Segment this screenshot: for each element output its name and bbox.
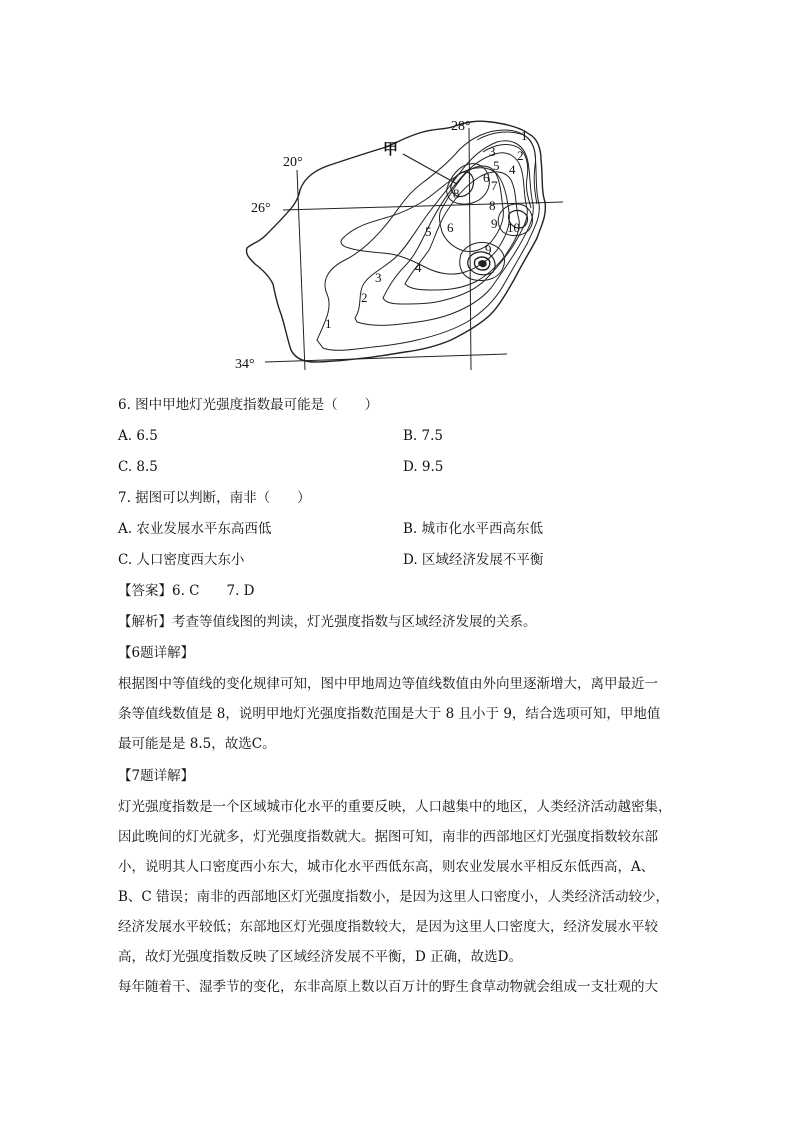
detail6-body bbox=[118, 669, 678, 759]
detail7-row: 高，故灯光强度指数反映了区域经济发展不平衡，D 正确，故选D。 bbox=[118, 949, 522, 965]
label-lat34: 34° bbox=[235, 357, 255, 372]
contour-num: 2 bbox=[361, 290, 368, 305]
contour-num: 8 bbox=[489, 198, 496, 213]
detail7-heading: 【7题详解】 bbox=[118, 768, 195, 784]
contour-num: 2 bbox=[517, 148, 524, 163]
detail7-body bbox=[118, 792, 678, 1002]
q6-option-c: C. 8.5 bbox=[118, 459, 158, 475]
contour-num: 6 bbox=[483, 170, 490, 185]
meridian-20 bbox=[297, 170, 305, 370]
label-lon20: 20° bbox=[283, 155, 303, 170]
q7-stem: 7. 据图可以判断，南非（ ） bbox=[118, 490, 311, 506]
q6-option-a: A. 6.5 bbox=[118, 428, 158, 444]
contour-num: 4 bbox=[509, 162, 516, 177]
contour-num: 5 bbox=[493, 158, 500, 173]
q6-stem: 6. 图中甲地灯光强度指数最可能是（ ） bbox=[118, 397, 379, 413]
contour-num: 7 bbox=[491, 178, 498, 193]
contour-num: 8 bbox=[453, 186, 460, 201]
contour-ring-c bbox=[479, 261, 487, 267]
analysis-line: 【解析】考查等值线图的判读，灯光强度指数与区域经济发展的关系。 bbox=[118, 614, 537, 630]
detail7-row: 每年随着干、湿季节的变化，东非高原上数以百万计的野生食草动物就会组成一支壮观的大 bbox=[118, 979, 658, 995]
contour-num: 9 bbox=[485, 242, 492, 257]
q7-option-d: D. 区域经济发展不平衡 bbox=[403, 552, 544, 568]
contour-num: 9 bbox=[491, 216, 498, 231]
q7-option-a: A. 农业发展水平东高西低 bbox=[118, 521, 272, 537]
detail7-row: 经济发展水平较低；东部地区灯光强度指数较大，是因为这里人口密度大，经济发展水平较 bbox=[118, 919, 658, 935]
detail7-row: 灯光强度指数是一个区域城市化水平的重要反映，人口越集中的地区，人类经济活动越密集， bbox=[118, 799, 672, 815]
south-africa-contour-map bbox=[235, 108, 575, 378]
detail6-row: 根据图中等值线的变化规律可知，图中甲地周边等值线数值由外向里逐渐增大，离甲最近一 bbox=[118, 676, 658, 692]
contour-1 bbox=[317, 130, 539, 350]
contour-num: 3 bbox=[489, 144, 496, 159]
detail6-row: 条等值线数值是 8，说明甲地灯光强度指数范围是大于 8 且小于 9，结合选项可知，甲地值 bbox=[118, 706, 661, 722]
detail6-row: 最可能是是 8.5，故选C。 bbox=[118, 736, 276, 752]
detail7-row: B、C 错误；南非的西部地区灯光强度指数小，是因为这里人口密度小，人类经济活动较少， bbox=[118, 889, 670, 905]
label-lat26: 26° bbox=[251, 201, 271, 216]
contour-map-svg bbox=[235, 108, 575, 378]
contour-num: 10 bbox=[507, 220, 520, 235]
q6-option-d: D. 9.5 bbox=[403, 459, 444, 475]
detail7-row: 小，说明其人口密度西小东大，城市化水平西低东高，则农业发展水平相反东低西高，A、 bbox=[118, 859, 655, 875]
q7-option-b: B. 城市化水平西高东低 bbox=[403, 521, 544, 537]
answer-line: 【答案】6. C 7. D bbox=[118, 583, 255, 599]
contour-num: 3 bbox=[375, 270, 382, 285]
contour-num: 5 bbox=[425, 224, 432, 239]
contour-num: 1 bbox=[325, 316, 332, 331]
label-lat28: 28° bbox=[451, 119, 471, 134]
detail6-heading: 【6题详解】 bbox=[118, 645, 195, 661]
contour-num: 6 bbox=[447, 220, 454, 235]
jia-pointer bbox=[403, 154, 457, 184]
contour-num: 1 bbox=[521, 128, 528, 143]
detail7-row: 因此晚间的灯光就多，灯光强度指数就大。据图可知，南非的西部地区灯光强度指数较东部 bbox=[118, 829, 658, 845]
label-jia: 甲 bbox=[383, 142, 399, 158]
q7-option-c: C. 人口密度西大东小 bbox=[118, 552, 245, 568]
q6-option-b: B. 7.5 bbox=[403, 428, 443, 444]
parallel-26 bbox=[283, 202, 563, 210]
contour-num: 4 bbox=[415, 260, 422, 275]
